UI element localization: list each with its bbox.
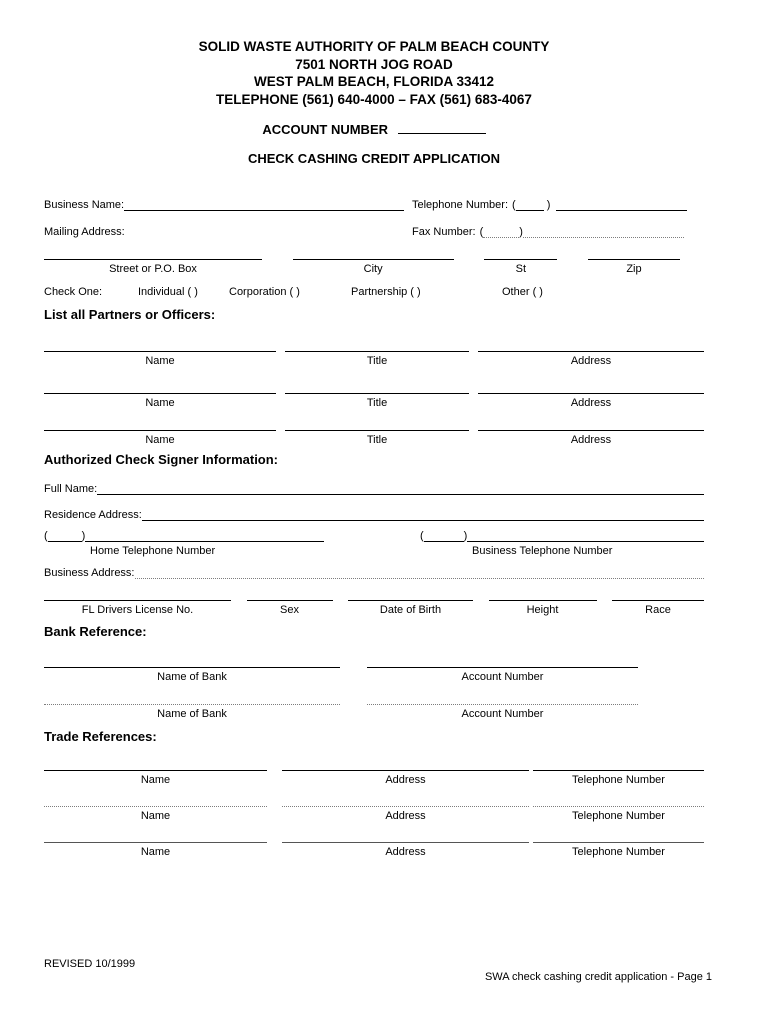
partner-name-field[interactable] bbox=[44, 393, 276, 409]
bank-row-1 bbox=[44, 667, 704, 683]
account-number-row bbox=[44, 120, 704, 137]
business-phone-area-code-line[interactable] bbox=[424, 530, 464, 542]
partner-address-field[interactable] bbox=[478, 393, 704, 409]
trade-name-field[interactable] bbox=[44, 770, 267, 786]
partner-address-field[interactable] bbox=[478, 430, 704, 446]
check-option-other[interactable]: Other ( ) bbox=[502, 286, 543, 298]
trade-address-label: Address bbox=[385, 774, 426, 786]
trade-name-field[interactable] bbox=[44, 806, 267, 822]
trade-name-label: Name bbox=[140, 774, 171, 786]
trade-telephone-label: Telephone Number bbox=[572, 774, 665, 786]
trade-address-label: Address bbox=[385, 810, 426, 822]
partner-row-1 bbox=[44, 351, 704, 367]
fax-open-paren: ( bbox=[479, 226, 484, 238]
height-field[interactable] bbox=[489, 600, 597, 616]
bank-row-2 bbox=[44, 704, 704, 720]
home-phone-label: Home Telephone Number bbox=[90, 545, 216, 557]
signer-heading: Authorized Check Signer Information: bbox=[44, 452, 279, 467]
sex-label: Sex bbox=[280, 604, 299, 616]
name-of-bank-field[interactable] bbox=[44, 704, 340, 720]
trade-row-1 bbox=[44, 770, 704, 786]
drivers-license-label: FL Drivers License No. bbox=[81, 604, 194, 616]
account-number-label: ACCOUNT NUMBER bbox=[262, 122, 389, 137]
name-of-bank-label: Name of Bank bbox=[157, 708, 227, 720]
race-field[interactable] bbox=[612, 600, 704, 616]
full-name-label: Full Name: bbox=[44, 483, 98, 495]
partner-name-label: Name bbox=[145, 397, 175, 409]
partner-name-field[interactable] bbox=[44, 351, 276, 367]
fax-area-code-line[interactable] bbox=[483, 226, 519, 238]
business-phone-open-paren: ( bbox=[420, 530, 424, 542]
business-name-label: Business Name: bbox=[44, 199, 125, 211]
mailing-address-row bbox=[44, 226, 704, 242]
trade-telephone-field[interactable] bbox=[533, 770, 704, 786]
bank-account-number-field[interactable] bbox=[367, 704, 638, 720]
business-phone-group bbox=[420, 530, 704, 557]
trade-references-heading: Trade References: bbox=[44, 729, 157, 744]
business-name-input-line[interactable] bbox=[124, 199, 404, 211]
partner-address-field[interactable] bbox=[478, 351, 704, 367]
check-option-corporation[interactable]: Corporation ( ) bbox=[229, 286, 300, 298]
telephone-close-paren: ) bbox=[546, 199, 551, 211]
org-phone-fax: TELEPHONE (561) 640-4000 – FAX (561) 683-4067 bbox=[216, 91, 532, 107]
height-label: Height bbox=[526, 604, 559, 616]
partner-title-label: Title bbox=[366, 434, 388, 446]
street-po-box-label: Street or P.O. Box bbox=[109, 263, 197, 275]
fax-number-input-line[interactable] bbox=[523, 226, 684, 238]
org-name: SOLID WASTE AUTHORITY OF PALM BEACH COUNTY bbox=[198, 39, 550, 54]
home-phone-close-paren: ) bbox=[81, 530, 86, 542]
partner-address-label: Address bbox=[570, 434, 612, 446]
bank-account-number-label: Account Number bbox=[461, 671, 544, 683]
trade-telephone-field[interactable] bbox=[533, 842, 704, 858]
phone-numbers-row bbox=[44, 530, 704, 557]
bank-reference-heading: Bank Reference: bbox=[44, 624, 147, 639]
zip-label: Zip bbox=[626, 263, 642, 275]
bank-account-number-label: Account Number bbox=[461, 708, 544, 720]
city-label: City bbox=[363, 263, 383, 275]
name-of-bank-field[interactable] bbox=[44, 667, 340, 683]
check-one-label: Check One: bbox=[44, 286, 103, 298]
business-address-label: Business Address: bbox=[44, 567, 135, 579]
business-phone-input-line[interactable] bbox=[467, 530, 704, 542]
home-phone-area-code-line[interactable] bbox=[48, 530, 82, 542]
date-of-birth-field[interactable] bbox=[348, 600, 473, 616]
state-label: St bbox=[515, 263, 527, 275]
mailing-address-label: Mailing Address: bbox=[44, 226, 125, 238]
home-phone-input-line[interactable] bbox=[85, 530, 324, 542]
account-number-blank[interactable] bbox=[398, 120, 486, 134]
partner-title-field[interactable] bbox=[285, 351, 469, 367]
telephone-number-label: Telephone Number: bbox=[412, 199, 509, 211]
check-option-individual[interactable]: Individual ( ) bbox=[138, 286, 198, 298]
trade-address-label: Address bbox=[385, 846, 426, 858]
home-phone-group bbox=[44, 530, 324, 557]
residence-address-input-line[interactable] bbox=[142, 509, 704, 521]
fax-number-label: Fax Number: bbox=[412, 226, 476, 238]
trade-row-2 bbox=[44, 806, 704, 822]
business-address-row bbox=[44, 567, 704, 579]
full-name-input-line[interactable] bbox=[97, 483, 704, 495]
business-phone-close-paren: ) bbox=[463, 530, 468, 542]
letterhead bbox=[44, 38, 704, 108]
partner-row-3 bbox=[44, 430, 704, 446]
home-phone-open-paren: ( bbox=[44, 530, 48, 542]
trade-name-field[interactable] bbox=[44, 842, 267, 858]
check-one-row bbox=[44, 286, 704, 300]
trade-telephone-label: Telephone Number bbox=[572, 810, 665, 822]
trade-row-3 bbox=[44, 842, 704, 858]
partner-address-label: Address bbox=[570, 355, 612, 367]
trade-address-field[interactable] bbox=[282, 842, 529, 858]
telephone-area-code-line[interactable] bbox=[516, 199, 544, 211]
name-of-bank-label: Name of Bank bbox=[157, 671, 227, 683]
business-name-row bbox=[44, 199, 704, 211]
trade-address-field[interactable] bbox=[282, 770, 529, 786]
partner-name-field[interactable] bbox=[44, 430, 276, 446]
fax-close-paren: ) bbox=[519, 226, 523, 238]
check-option-partnership[interactable]: Partnership ( ) bbox=[351, 286, 421, 298]
partner-name-label: Name bbox=[145, 355, 175, 367]
business-address-input-line[interactable] bbox=[135, 567, 705, 579]
drivers-license-field[interactable] bbox=[44, 600, 231, 616]
footer-page-label: SWA check cashing credit application - Page 1 bbox=[484, 971, 712, 983]
partner-row-2 bbox=[44, 393, 704, 409]
sex-field[interactable] bbox=[247, 600, 333, 616]
trade-address-field[interactable] bbox=[282, 806, 529, 822]
city-field[interactable] bbox=[293, 259, 454, 275]
partner-title-field[interactable] bbox=[285, 430, 469, 446]
state-field[interactable] bbox=[484, 259, 557, 275]
full-name-row bbox=[44, 483, 704, 495]
signer-detail-columns bbox=[44, 600, 704, 616]
race-label: Race bbox=[645, 604, 671, 616]
zip-field[interactable] bbox=[588, 259, 680, 275]
form-title: CHECK CASHING CREDIT APPLICATION bbox=[247, 151, 501, 166]
residence-address-row bbox=[44, 509, 704, 521]
trade-name-label: Name bbox=[140, 810, 171, 822]
partners-heading: List all Partners or Officers: bbox=[44, 307, 216, 322]
date-of-birth-label: Date of Birth bbox=[379, 604, 442, 616]
residence-address-label: Residence Address: bbox=[44, 509, 142, 521]
business-phone-label: Business Telephone Number bbox=[472, 545, 613, 557]
partner-title-label: Title bbox=[366, 355, 388, 367]
trade-telephone-field[interactable] bbox=[533, 806, 704, 822]
street-po-box-field[interactable] bbox=[44, 259, 262, 275]
telephone-open-paren: ( bbox=[512, 199, 516, 211]
partner-name-label: Name bbox=[145, 434, 175, 446]
partner-title-field[interactable] bbox=[285, 393, 469, 409]
partner-address-label: Address bbox=[570, 397, 612, 409]
org-city: WEST PALM BEACH, FLORIDA 33412 bbox=[253, 74, 495, 89]
bank-account-number-field[interactable] bbox=[367, 667, 638, 683]
business-address-columns bbox=[44, 259, 704, 275]
partner-title-label: Title bbox=[366, 397, 388, 409]
telephone-number-input-line[interactable] bbox=[556, 199, 687, 211]
org-street: 7501 NORTH JOG ROAD bbox=[295, 56, 453, 72]
footer-revised: REVISED 10/1999 bbox=[44, 958, 136, 970]
trade-telephone-label: Telephone Number bbox=[572, 846, 665, 858]
trade-name-label: Name bbox=[140, 846, 171, 858]
